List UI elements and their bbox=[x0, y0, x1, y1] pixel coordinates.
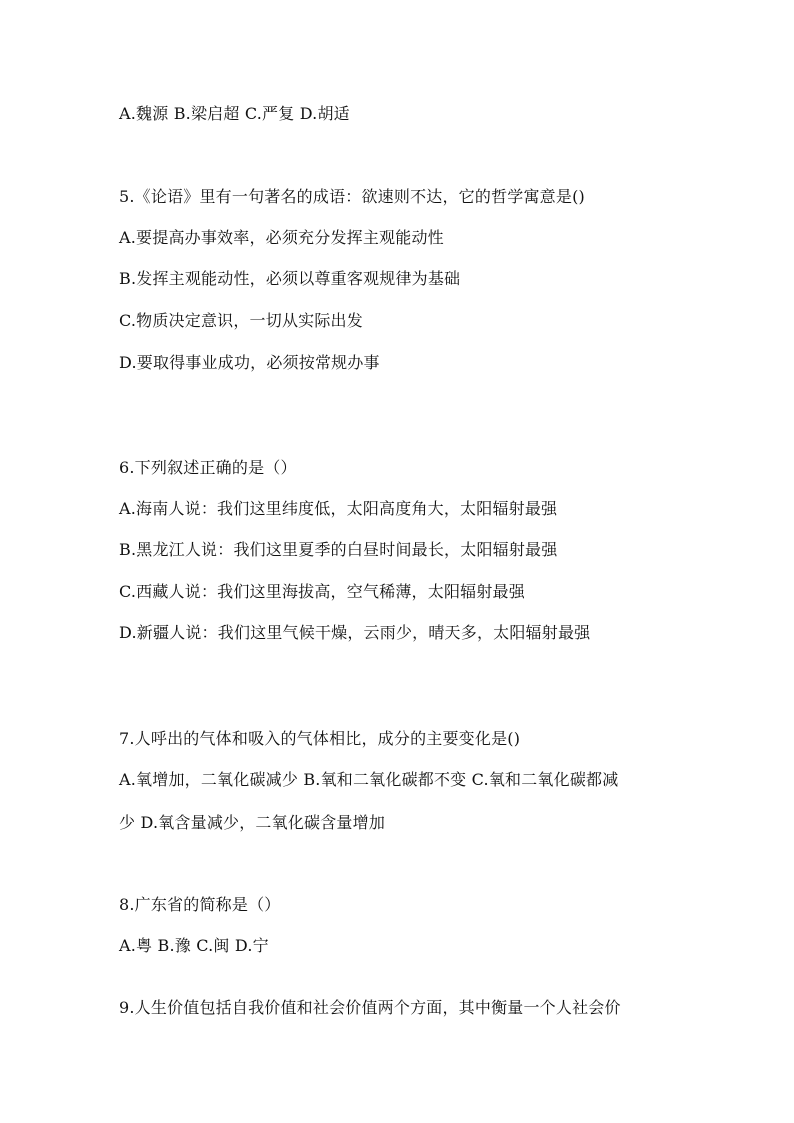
q6-option-b: B.黑龙江人说：我们这里夏季的白昼时间最长，太阳辐射最强 bbox=[119, 540, 558, 559]
q6-stem: 6.下列叙述正确的是（） bbox=[119, 458, 297, 477]
q8-options: A.粤 B.豫 C.闽 D.宁 bbox=[119, 936, 269, 955]
q4-options: A.魏源 B.梁启超 C.严复 D.胡适 bbox=[119, 104, 350, 123]
q6-option-a: A.海南人说：我们这里纬度低，太阳高度角大，太阳辐射最强 bbox=[119, 499, 558, 518]
q8-stem: 8.广东省的简称是（） bbox=[119, 895, 281, 914]
q6-option-d: D.新疆人说：我们这里气候干燥，云雨少，晴天多，太阳辐射最强 bbox=[119, 623, 591, 642]
q7-stem: 7.人呼出的气体和吸入的气体相比，成分的主要变化是() bbox=[119, 729, 521, 748]
q9-stem: 9.人生价值包括自我价值和社会价值两个方面，其中衡量一个人社会价 bbox=[119, 998, 621, 1017]
q5-option-a: A.要提高办事效率，必须充分发挥主观能动性 bbox=[119, 228, 444, 247]
q6-option-c: C.西藏人说：我们这里海拔高，空气稀薄，太阳辐射最强 bbox=[119, 582, 525, 601]
q7-options-line-1: A.氧增加，二氧化碳减少 B.氧和二氧化碳都不变 C.氧和二氧化碳都减 bbox=[119, 770, 619, 789]
q5-stem: 5.《论语》里有一句著名的成语：欲速则不达，它的哲学寓意是() bbox=[119, 187, 585, 206]
q7-options-line-2: 少 D.氧含量减少，二氧化碳含量增加 bbox=[119, 813, 386, 832]
q5-option-b: B.发挥主观能动性，必须以尊重客观规律为基础 bbox=[119, 269, 461, 288]
q5-option-c: C.物质决定意识，一切从实际出发 bbox=[119, 311, 363, 330]
q5-option-d: D.要取得事业成功，必须按常规办事 bbox=[119, 353, 380, 372]
